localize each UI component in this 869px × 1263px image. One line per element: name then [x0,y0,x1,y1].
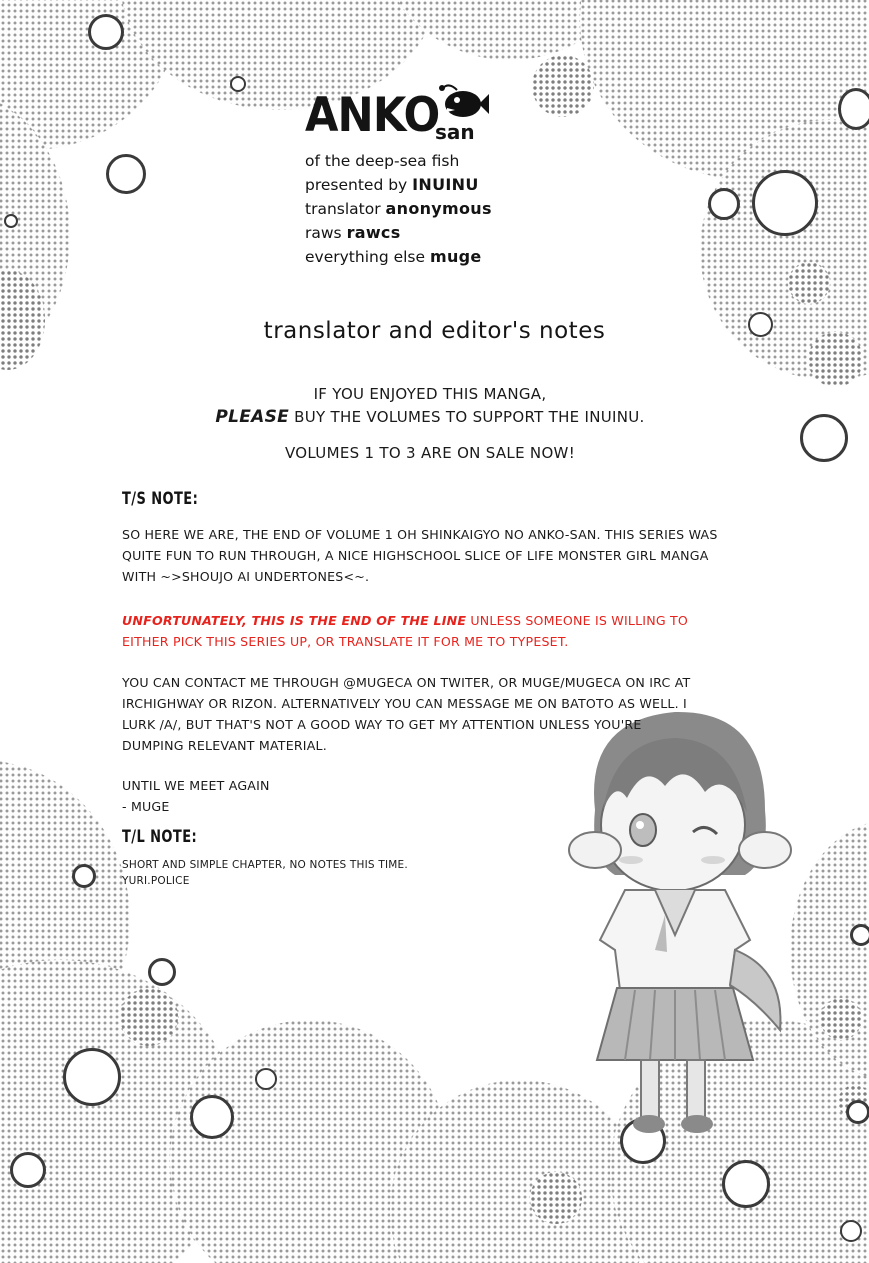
ts-note-paragraph-3: YOU CAN CONTACT ME THROUGH @MUGECA ON TWITER, OR MUGE/MUGECA ON IRC AT IRCHIGHWAY OR RIZON. ALTERNATIVELY YOU CAN MESSAGE ME ON BATOTO AS WELL. I LURK /A/, BUT THAT'S NOT A GOOD WAY TO GET MY ATTENTION UNLESS YOU'RE DUMPING RELEVANT MATERIAL. [122,675,691,753]
support-message: IF YOU ENJOYED THIS MANGA, PLEASE BUY THE VOLUMES TO SUPPORT THE INUINU. [215,385,645,427]
anglerfish-icon [433,82,489,120]
volumes-on-sale: VOLUMES 1 TO 3 ARE ON SALE NOW! [284,444,576,462]
chibi-girl-illustration [555,700,815,1150]
credit-line: raws rawcs [305,223,401,242]
credit-line: presented by INUINU [305,175,479,194]
credit-line: translator anonymous [305,199,492,218]
tl-note-text: SHORT AND SIMPLE CHAPTER, NO NOTES THIS TIME. YURI.POLICE [122,859,408,887]
title-logo [305,88,605,150]
tl-note-heading: T/L NOTE: [122,827,198,847]
credits-block [305,88,605,269]
credit-line: of the deep-sea fish [305,152,460,170]
notes-heading: translator and editor's notes [263,318,606,344]
ts-note-paragraph-1: SO HERE WE ARE, THE END OF VOLUME 1 OH SHINKAIGYO NO ANKO-SAN. THIS SERIES WAS QUITE FUN TO RUN THROUGH, A NICE HIGHSCHOOL SLICE OF LIFE MONSTER GIRL MANGA WITH ~>SHOUJO AI UNDERTONES<~. [122,527,718,584]
ts-note-heading: T/S NOTE: [122,489,199,509]
ts-note-signoff: UNTIL WE MEET AGAIN - MUGE [122,778,270,814]
logo-main: ANKO [305,88,440,143]
logo-sub: san [435,120,475,144]
ts-note-paragraph-2: UNFORTUNATELY, THIS IS THE END OF THE LINE UNLESS SOMEONE IS WILLING TO EITHER PICK THIS SERIES UP, OR TRANSLATE IT FOR ME TO TYPESET. [122,613,688,649]
credit-line: everything else muge [305,247,482,266]
